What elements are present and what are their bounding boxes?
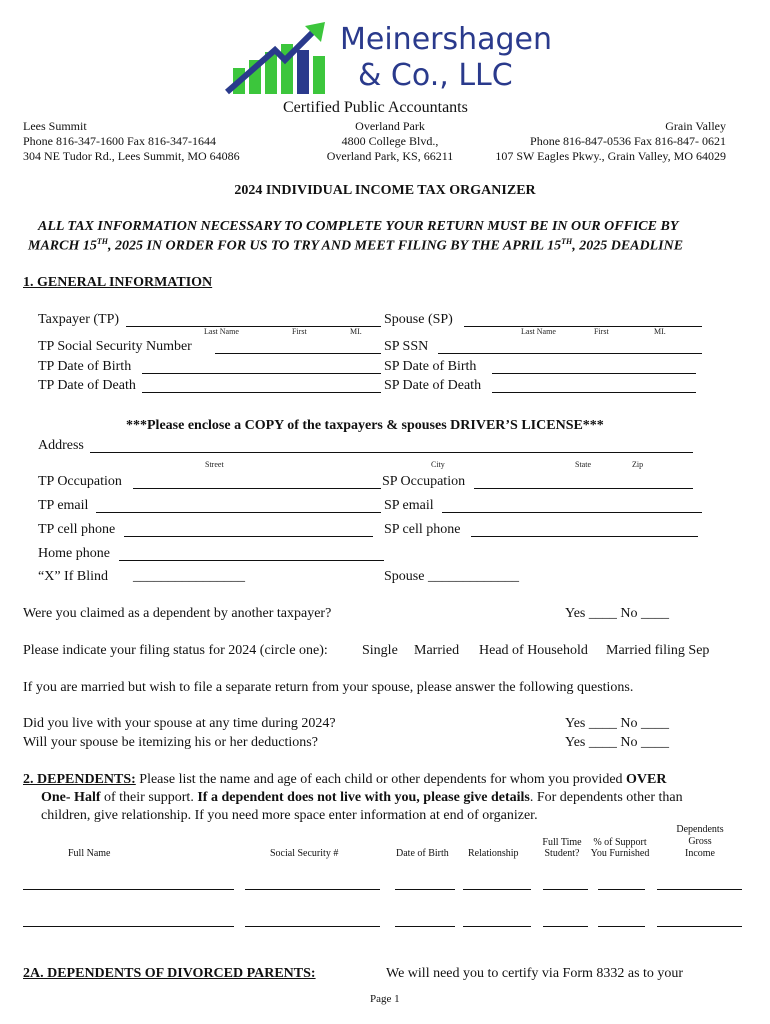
section2-details-note: If a dependent does not live with you, please give details (197, 790, 530, 805)
notice-text: , 2025 IN ORDER FOR US TO TRY AND MEET FILING BY THE APRIL 15 (107, 238, 562, 254)
col-ssn: Social Security # (270, 848, 339, 859)
dep1-student-field[interactable] (543, 889, 588, 890)
chart-growth-icon (225, 20, 337, 98)
dep2-name-field[interactable] (23, 926, 234, 927)
sp-occupation-label: SP Occupation (382, 474, 466, 489)
sp-dod-label: SP Date of Death (384, 378, 482, 393)
spouse-name-field[interactable] (464, 326, 702, 327)
live-with-spouse-yes-no[interactable]: Yes ____ No ____ (565, 716, 669, 731)
spouse-itemize-yes-no[interactable]: Yes ____ No ____ (565, 735, 669, 750)
filing-option-married[interactable]: Married (414, 643, 460, 658)
office-city-lees-summit: Lees Summit (23, 119, 87, 133)
tp-cell-field[interactable] (124, 536, 373, 537)
col-full-name: Full Name (68, 848, 111, 859)
spouse-itemize-question: Will your spouse be itemizing his or her deductions? (23, 735, 318, 750)
document-title: 2024 INDIVIDUAL INCOME TAX ORGANIZER (234, 183, 536, 198)
sp-cell-label: SP cell phone (384, 522, 461, 537)
col-you-furnished: You Furnished (590, 848, 650, 859)
sp-first-hint: First (594, 327, 609, 336)
office-street-overland-park: 4800 College Blvd., (341, 134, 439, 148)
deadline-notice-line2 (28, 237, 683, 255)
dep1-ssn-field[interactable] (245, 889, 380, 890)
dep1-income-field[interactable] (657, 889, 742, 890)
blind-label: “X” If Blind (38, 569, 108, 584)
taxpayer-name-field[interactable] (126, 326, 381, 327)
office-city-grain-valley: Grain Valley (665, 119, 726, 133)
section2-text: of their support. (100, 790, 198, 805)
office-address-lees-summit: 304 NE Tudor Rd., Lees Summit, MO 64086 (23, 149, 240, 163)
col-gross: Gross (688, 836, 712, 847)
filing-status-question: Please indicate your filing status for 2024 (circle one): (23, 643, 328, 658)
address-field[interactable] (90, 452, 693, 453)
sp-occupation-field[interactable] (474, 488, 693, 489)
tp-mi-hint: MI. (350, 327, 362, 336)
dep2-income-field[interactable] (657, 926, 742, 927)
tp-last-name-hint: Last Name (204, 327, 239, 336)
spouse-label: Spouse (SP) (384, 312, 453, 327)
tp-occupation-label: TP Occupation (38, 474, 122, 489)
tp-email-label: TP email (38, 498, 89, 513)
office-phone-lees-summit: Phone 816-347-1600 Fax 816-347-1644 (23, 134, 216, 148)
live-with-spouse-question: Did you live with your spouse at any time during 2024? (23, 716, 336, 731)
city-hint: City (431, 460, 445, 469)
col-relationship: Relationship (468, 848, 519, 859)
section2a-text: We will need you to certify via Form 8332 as to your (386, 966, 684, 981)
col-pct-support: % of Support (593, 837, 647, 848)
taxpayer-label: Taxpayer (TP) (38, 312, 120, 327)
notice-text: , 2025 DEADLINE (572, 238, 684, 254)
firm-logo (225, 20, 337, 98)
tp-first-hint: First (292, 327, 307, 336)
office-address-grain-valley: 107 SW Eagles Pkwy., Grain Valley, MO 64029 (495, 149, 726, 163)
dep2-student-field[interactable] (543, 926, 588, 927)
col-income: Income (685, 848, 715, 859)
tp-cell-label: TP cell phone (38, 522, 116, 537)
dep2-support-field[interactable] (598, 926, 645, 927)
office-address-overland-park: Overland Park, KS, 66211 (326, 149, 454, 163)
tp-ssn-field[interactable] (215, 353, 381, 354)
col-full-time: Full Time (542, 837, 582, 848)
section2-text: . For dependents other than (529, 790, 683, 805)
dep2-relationship-field[interactable] (463, 926, 531, 927)
zip-hint: Zip (632, 460, 644, 469)
sp-ssn-label: SP SSN (384, 339, 429, 354)
filing-option-hoh[interactable]: Head of Household (479, 643, 588, 658)
dep1-name-field[interactable] (23, 889, 234, 890)
notice-sup: TH (561, 237, 573, 246)
sp-ssn-field[interactable] (438, 353, 702, 354)
section2-line3: children, give relationship. If you need more space enter information at end of organizer. (41, 808, 538, 823)
street-hint: Street (205, 460, 224, 469)
tp-blind-field[interactable]: ________________ (133, 569, 245, 584)
section2-text: Please list the name and age of each child or other dependents for whom you provided (135, 772, 627, 787)
notice-text: MARCH 15 (28, 238, 97, 254)
firm-name-line1: Meinershagen (340, 22, 553, 57)
office-phone-grain-valley: Phone 816-847-0536 Fax 816-847- 0621 (530, 134, 726, 148)
dependent-question: Were you claimed as a dependent by another taxpayer? (23, 606, 332, 621)
sp-mi-hint: MI. (654, 327, 666, 336)
sp-last-name-hint: Last Name (521, 327, 556, 336)
section2-line1 (23, 772, 667, 788)
page-number: Page 1 (370, 993, 400, 1005)
dep1-support-field[interactable] (598, 889, 645, 890)
dep1-dob-field[interactable] (395, 889, 455, 890)
tp-dod-field[interactable] (142, 392, 381, 393)
sp-dob-field[interactable] (492, 373, 696, 374)
section2a-heading: 2A. DEPENDENTS OF DIVORCED PARENTS: (23, 966, 316, 981)
state-hint: State (575, 460, 591, 469)
home-phone-field[interactable] (119, 560, 384, 561)
firm-name-line2: & Co., LLC (358, 58, 513, 93)
tp-email-field[interactable] (96, 512, 381, 513)
tp-dod-label: TP Date of Death (38, 378, 136, 393)
sp-dob-label: SP Date of Birth (384, 359, 477, 374)
tp-occupation-field[interactable] (133, 488, 381, 489)
sp-dod-field[interactable] (492, 392, 696, 393)
drivers-license-note: ***Please enclose a COPY of the taxpayers & spouses DRIVER’S LICENSE*** (126, 418, 604, 433)
sp-email-label: SP email (384, 498, 434, 513)
home-phone-label: Home phone (38, 546, 110, 561)
section2-one-half: One- Half (41, 790, 101, 805)
section2-line2 (41, 790, 683, 806)
filing-option-mfs[interactable]: Married filing Sep (606, 643, 710, 658)
filing-option-single[interactable]: Single (362, 643, 398, 658)
col-dependents: Dependents (676, 824, 724, 835)
address-label: Address (38, 438, 84, 453)
married-separate-note: If you are married but wish to file a separate return from your spouse, please answer the following questions. (23, 680, 634, 695)
sp-email-field[interactable] (442, 512, 702, 513)
section2-heading: 2. DEPENDENTS: (23, 772, 136, 787)
tp-dob-label: TP Date of Birth (38, 359, 132, 374)
dep2-dob-field[interactable] (395, 926, 455, 927)
section2-over: OVER (626, 772, 667, 787)
tp-dob-field[interactable] (142, 373, 381, 374)
col-student: Student? (544, 848, 580, 859)
deadline-notice-line1: ALL TAX INFORMATION NECESSARY TO COMPLETE YOUR RETURN MUST BE IN OUR OFFICE BY (38, 219, 679, 234)
firm-tagline: Certified Public Accountants (283, 99, 468, 116)
notice-sup: TH (96, 237, 108, 246)
sp-cell-field[interactable] (471, 536, 698, 537)
office-city-overland-park: Overland Park (355, 119, 425, 133)
tp-ssn-label: TP Social Security Number (38, 339, 192, 354)
dependent-yes-no[interactable]: Yes ____ No ____ (565, 606, 669, 621)
section1-heading: 1. GENERAL INFORMATION (23, 275, 213, 290)
spouse-blind-field[interactable]: Spouse _____________ (384, 569, 519, 584)
dep1-relationship-field[interactable] (463, 889, 531, 890)
col-dob: Date of Birth (396, 848, 449, 859)
dep2-ssn-field[interactable] (245, 926, 380, 927)
